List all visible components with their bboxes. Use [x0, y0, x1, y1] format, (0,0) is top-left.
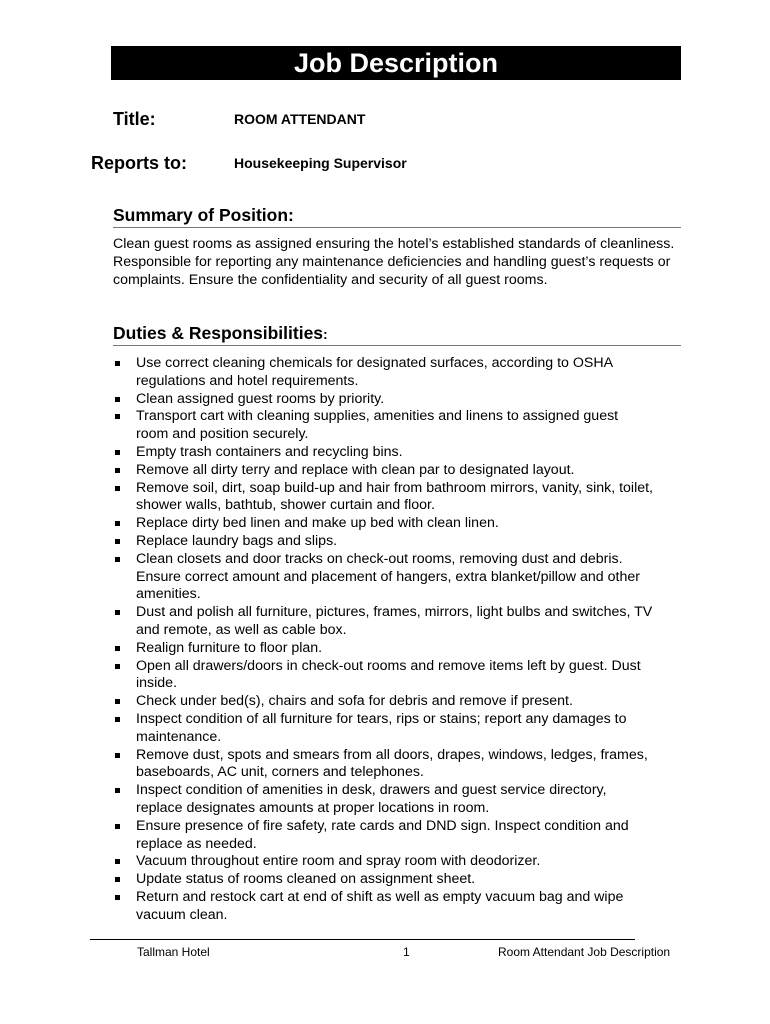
duty-item: Transport cart with cleaning supplies, amenities and linens to assigned guest room and position securely.: [113, 408, 653, 444]
duty-item: Update status of rooms cleaned on assignment sheet.: [113, 871, 653, 889]
title-label: Title:: [113, 109, 156, 129]
duty-item: Dust and polish all furniture, pictures, frames, mirrors, light bulbs and switches, TV and remote, as well as cable box.: [113, 604, 653, 640]
duty-item: Remove all dirty terry and replace with clean par to designated layout.: [113, 462, 653, 480]
summary-text: Clean guest rooms as assigned ensuring the hotel’s established standards of cleanliness. Responsible for reporting any maintenance deficiencies and handling guest’s requests or complaints. Ensure the confidentiality and security of all guest rooms.: [113, 236, 675, 288]
footer-page-number: 1: [403, 945, 410, 959]
duty-item: Clean assigned guest rooms by priority.: [113, 391, 653, 409]
duty-item: Vacuum throughout entire room and spray room with deodorizer.: [113, 853, 653, 871]
duties-heading: [113, 323, 681, 346]
duty-item: Inspect condition of amenities in desk, drawers and guest service directory, replace designates amounts at proper locations in room.: [113, 782, 653, 818]
title-value: ROOM ATTENDANT: [234, 111, 366, 127]
duties-list: [113, 355, 653, 925]
footer-hotel-name: Tallman Hotel: [137, 945, 210, 959]
duty-item: Inspect condition of all furniture for tears, rips or stains; report any damages to maintenance.: [113, 711, 653, 747]
summary-heading: Summary of Position:: [113, 205, 681, 228]
duty-item: Replace dirty bed linen and make up bed with clean linen.: [113, 515, 653, 533]
reports-to-value: Housekeeping Supervisor: [234, 155, 407, 171]
duty-item: Remove soil, dirt, soap build-up and hair from bathroom mirrors, vanity, sink, toilet, shower walls, bathtub, shower curtain and floor.: [113, 480, 653, 516]
duty-item: Clean closets and door tracks on check-out rooms, removing dust and debris. Ensure correct amount and placement of hangers, extra blanket/pillow and other amenities.: [113, 551, 653, 604]
duty-item: Ensure presence of fire safety, rate cards and DND sign. Inspect condition and replace as needed.: [113, 818, 653, 854]
duty-item: Realign furniture to floor plan.: [113, 640, 653, 658]
duty-item: Replace laundry bags and slips.: [113, 533, 653, 551]
duty-item: Return and restock cart at end of shift as well as empty vacuum bag and wipe vacuum clean.: [113, 889, 653, 925]
duties-heading-colon: :: [323, 326, 328, 342]
duty-item: Empty trash containers and recycling bins.: [113, 444, 653, 462]
duty-item: Check under bed(s), chairs and sofa for debris and remove if present.: [113, 693, 653, 711]
duty-item: Use correct cleaning chemicals for designated surfaces, according to OSHA regulations and hotel requirements.: [113, 355, 653, 391]
footer-divider: [90, 939, 635, 940]
reports-to-label: Reports to:: [91, 153, 187, 173]
page-title: Job Description: [111, 46, 681, 80]
duty-item: Open all drawers/doors in check-out rooms and remove items left by guest. Dust inside.: [113, 658, 653, 694]
footer-document-title: Room Attendant Job Description: [498, 945, 671, 959]
duties-heading-text: Duties & Responsibilities: [113, 323, 324, 343]
duty-item: Remove dust, spots and smears from all doors, drapes, windows, ledges, frames, baseboards, AC unit, corners and telephones.: [113, 747, 653, 783]
